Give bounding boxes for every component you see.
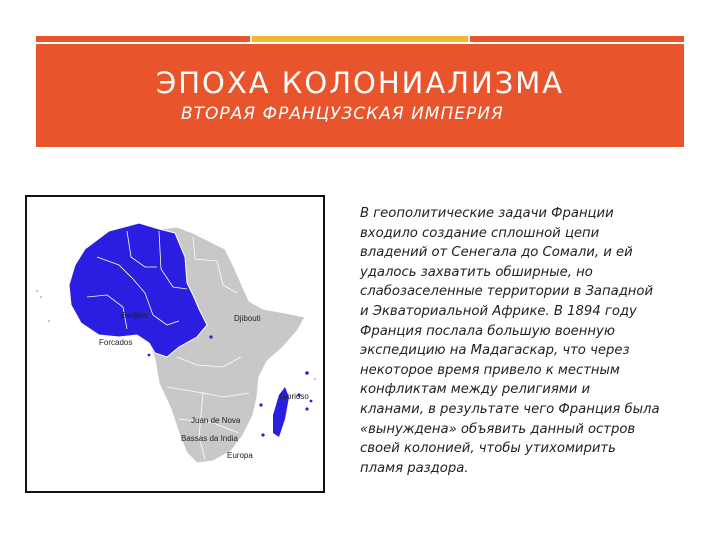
label-forcados: Forcados (99, 338, 133, 347)
slide-subtitle: ВТОРАЯ ФРАНЦУЗСКАЯ ИМПЕРИЯ (181, 104, 504, 124)
label-europa: Europa (227, 451, 253, 460)
africa-map-svg (27, 197, 323, 491)
title-banner (36, 44, 684, 147)
label-djibouti: Djibouti (234, 314, 261, 323)
accent-line-orange-right (470, 36, 684, 42)
label-bassas-da-india: Bassas da India (181, 434, 238, 443)
slide-title: ЭПОХА КОЛОНИАЛИЗМА (156, 66, 565, 100)
label-juan-de-nova: Juan de Nova (191, 416, 241, 425)
label-badjibo: Badjibo (121, 311, 148, 320)
body-paragraph: В геополитические задачи Франции входило создание сплошной цепи владений от Сенегала до Сомали, и ей удалось захватить обширные, но слабозаселенные территории в Западной и Экваториальной Африке. В 1894 году Франция послала большую военную экспедицию на Мадагаскар, что через некоторое время привело к местным конфликтам между религиями и кланами, в результате чего Франция была «вынуждена» объявить данный остров своей колонией, чтобы утихомирить пламя раздора. (360, 206, 660, 476)
label-glorioso: Glorioso (279, 392, 309, 401)
accent-line-orange-left (36, 36, 250, 42)
africa-map (25, 195, 325, 493)
accent-line-yellow (252, 36, 468, 42)
